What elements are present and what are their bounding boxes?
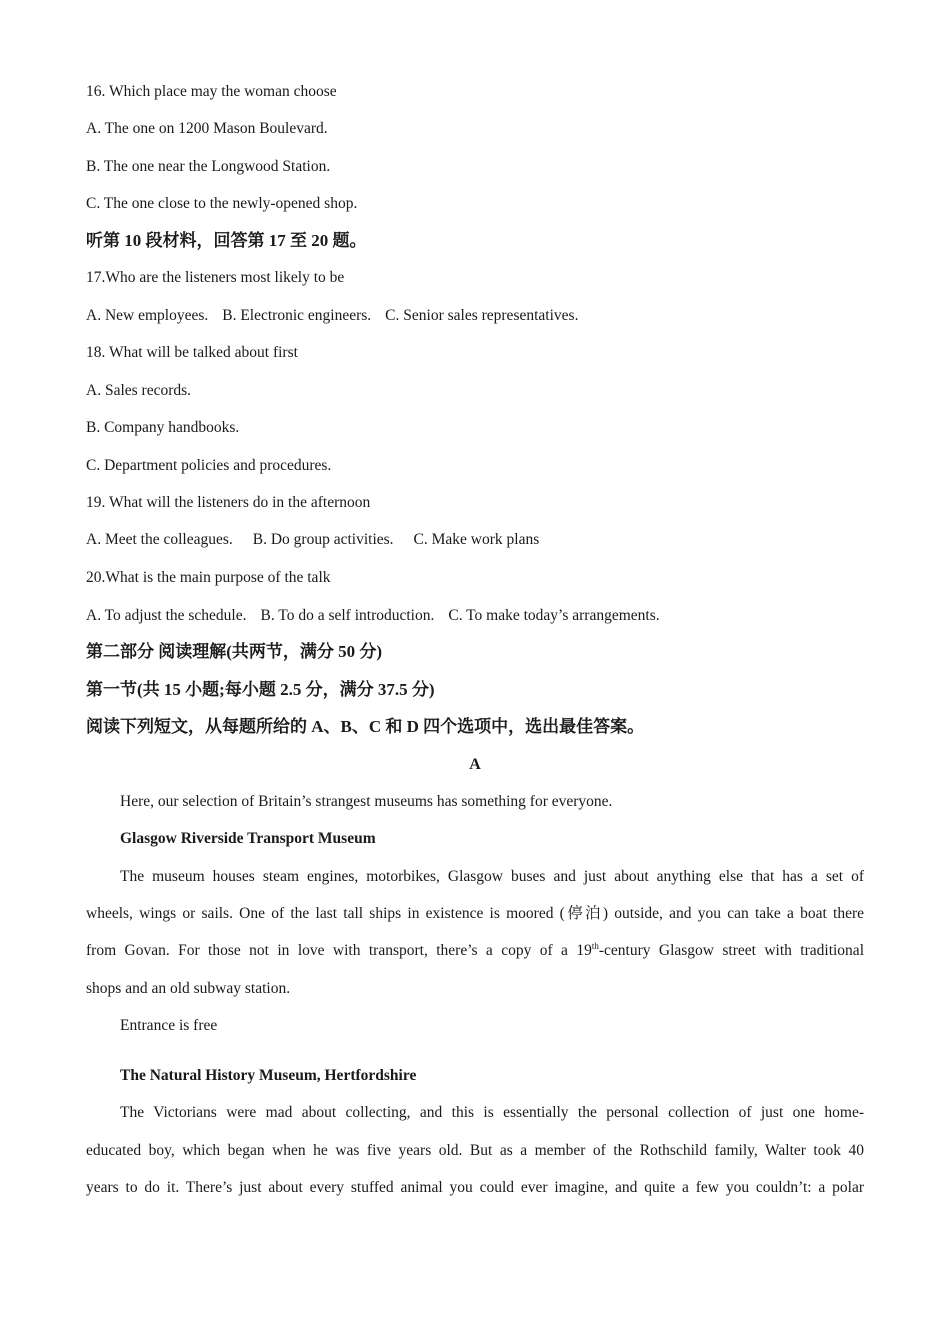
museum-2-line-1: The Victorians were mad about collecting, and this is essentially the personal collection of just one home- bbox=[120, 1104, 864, 1121]
question-19-options bbox=[86, 530, 539, 550]
question-18-option-c: C. Department policies and procedures. bbox=[86, 457, 332, 474]
question-17-options bbox=[86, 306, 578, 326]
section-10-heading: 听第 10 段材料，回答第 17 至 20 题。 bbox=[86, 231, 367, 250]
question-19-option-b: B. Do group activities. bbox=[252, 531, 394, 548]
question-19: 19. What will the listeners do in the afternoon bbox=[86, 494, 371, 511]
question-16-option-b: B. The one near the Longwood Station. bbox=[86, 158, 331, 175]
passage-label: A bbox=[469, 756, 481, 773]
question-17-option-b: B. Electronic engineers. bbox=[222, 307, 372, 324]
question-20-option-c: C. To make today’s arrangements. bbox=[448, 607, 660, 624]
question-18: 18. What will be talked about first bbox=[86, 344, 298, 361]
question-17-option-c: C. Senior sales representatives. bbox=[385, 307, 579, 324]
question-17-option-a: A. New employees. bbox=[86, 307, 209, 324]
museum-1-line-3-post: -century Glasgow street with traditional bbox=[598, 942, 864, 959]
museum-1-entrance: Entrance is free bbox=[120, 1017, 218, 1034]
museum-1-line-3-pre: from Govan. For those not in love with transport, there’s a copy of a 19 bbox=[86, 942, 592, 959]
museum-1-line-1: The museum houses steam engines, motorbikes, Glasgow buses and just about anything else that has a set of bbox=[120, 868, 864, 885]
passage-intro: Here, our selection of Britain’s strangest museums has something for everyone. bbox=[120, 793, 613, 810]
question-20-option-a: A. To adjust the schedule. bbox=[86, 607, 247, 624]
part-2-heading: 第二部分 阅读理解(共两节，满分 50 分) bbox=[86, 642, 383, 661]
question-18-option-a: A. Sales records. bbox=[86, 382, 192, 399]
question-19-option-c: C. Make work plans bbox=[413, 531, 540, 548]
reading-instructions: 阅读下列短文，从每题所给的 A、B、C 和 D 四个选项中，选出最佳答案。 bbox=[86, 717, 645, 736]
question-16-option-c: C. The one close to the newly-opened shop. bbox=[86, 195, 358, 212]
question-20-options bbox=[86, 606, 660, 626]
question-20-option-b: B. To do a self introduction. bbox=[260, 607, 435, 624]
question-17: 17.Who are the listeners most likely to be bbox=[86, 269, 345, 286]
museum-2-line-3: years to do it. There’s just about every stuffed animal you could ever imagine, and quite a few you couldn’t: a polar bbox=[86, 1179, 864, 1196]
museum-1-line-2: wheels, wings or sails. One of the last tall ships in existence is moored (停泊) outside, and you can take a boat there bbox=[86, 905, 864, 922]
museum-2-line-2: educated boy, which began when he was five years old. But as a member of the Rothschild family, Walter took 40 bbox=[86, 1142, 864, 1159]
museum-1-line-4: shops and an old subway station. bbox=[86, 980, 291, 997]
question-18-option-b: B. Company handbooks. bbox=[86, 419, 240, 436]
museum-1-line-3-sup: th bbox=[591, 940, 599, 951]
question-19-option-a: A. Meet the colleagues. bbox=[86, 531, 233, 548]
question-16-option-a: A. The one on 1200 Mason Boulevard. bbox=[86, 120, 328, 137]
museum-1-line-3 bbox=[86, 941, 864, 961]
section-1-heading: 第一节(共 15 小题;每小题 2.5 分，满分 37.5 分) bbox=[86, 680, 435, 699]
museum-1-title: Glasgow Riverside Transport Museum bbox=[120, 830, 376, 847]
question-16: 16. Which place may the woman choose bbox=[86, 83, 337, 100]
question-20: 20.What is the main purpose of the talk bbox=[86, 569, 331, 586]
museum-2-title: The Natural History Museum, Hertfordshire bbox=[120, 1067, 417, 1084]
